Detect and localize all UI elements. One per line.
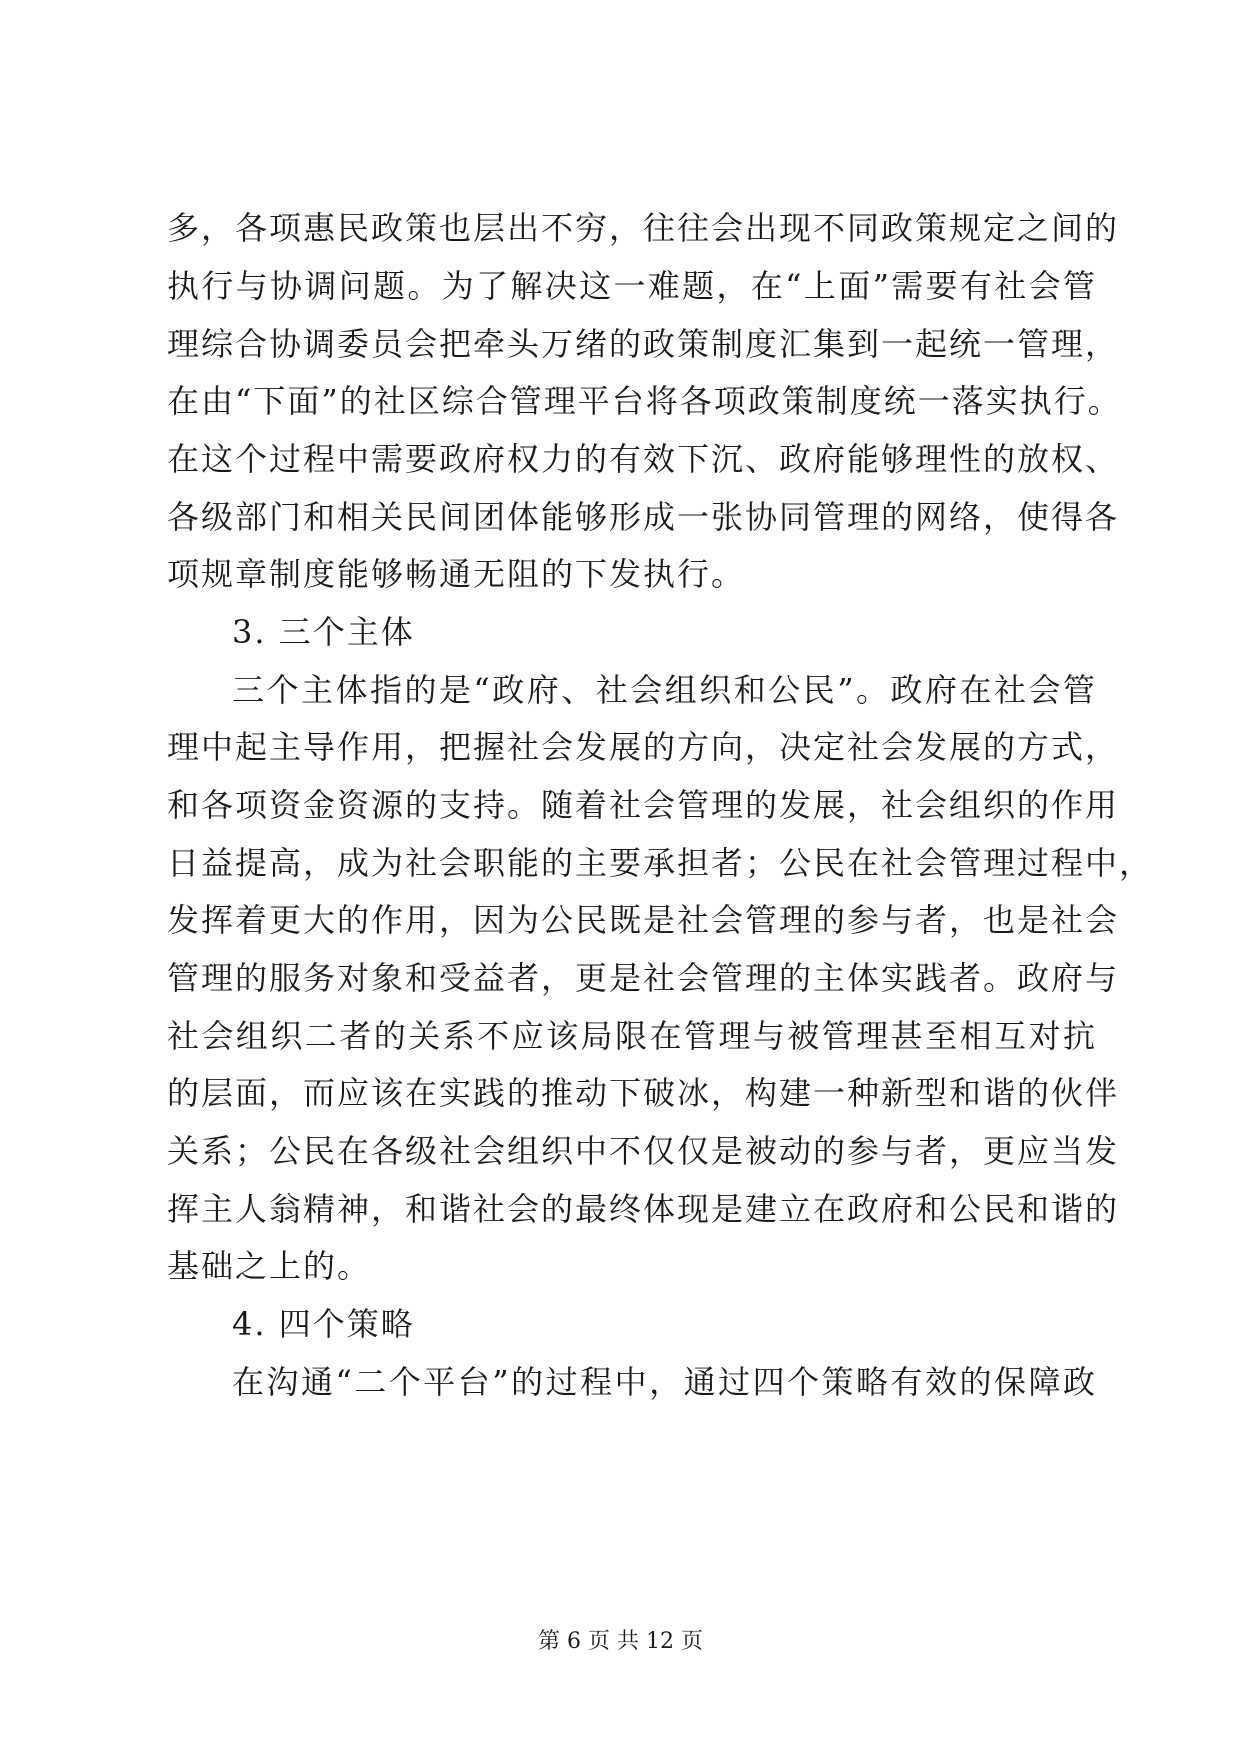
body-text-line: 理综合协调委员会把牵头万绪的政策制度汇集到一起统一管理， xyxy=(167,325,1120,363)
body-text-line: 在由“下面”的社区综合管理平台将各项政策制度统一落实执行。 xyxy=(167,382,1122,420)
body-text-line: 理中起主导作用，把握社会发展的方向，决定社会发展的方式， xyxy=(167,728,1120,766)
body-text-line: 各级部门和相关民间团体能够形成一张协同管理的网络，使得各 xyxy=(167,498,1120,536)
body-text-line: 三个主体指的是“政府、社会组织和公民”。政府在社会管 xyxy=(232,671,1097,709)
page-number-footer: 第 6 页 共 12 页 xyxy=(538,1629,703,1654)
body-text-line: 社会组织二者的关系不应该局限在管理与被管理甚至相互对抗 xyxy=(167,1017,1097,1055)
body-text-line: 管理的服务对象和受益者，更是社会管理的主体实践者。政府与 xyxy=(167,959,1120,997)
body-text-line: 挥主人翁精神，和谐社会的最终体现是建立在政府和公民和谐的 xyxy=(167,1190,1120,1228)
body-text-line: 项规章制度能够畅通无阻的下发执行。 xyxy=(167,555,746,593)
body-text-line: 基础之上的。 xyxy=(167,1247,372,1285)
body-text-line: 和各项资金资源的支持。随着社会管理的发展，社会组织的作用 xyxy=(167,786,1120,824)
body-text-line: 的层面，而应该在实践的推动下破冰，构建一种新型和谐的伙伴 xyxy=(167,1074,1120,1112)
body-text-line: 在沟通“二个平台”的过程中，通过四个策略有效的保障政 xyxy=(232,1363,1097,1401)
body-text-line: 执行与协调问题。为了解决这一难题，在“上面”需要有社会管 xyxy=(167,267,1097,305)
body-text-line: 在这个过程中需要政府权力的有效下沉、政府能够理性的放权、 xyxy=(167,440,1120,478)
body-text-line: 多，各项惠民政策也层出不穷，往往会出现不同政策规定之间的 xyxy=(167,209,1120,247)
section-heading: 4. 四个策略 xyxy=(232,1305,415,1343)
body-text-line: 关系；公民在各级社会组织中不仅仅是被动的参与者，更应当发 xyxy=(167,1132,1120,1170)
body-text-line: 日益提高，成为社会职能的主要承担者；公民在社会管理过程中， xyxy=(167,844,1154,882)
section-heading: 3. 三个主体 xyxy=(232,613,415,651)
body-text-line: 发挥着更大的作用，因为公民既是社会管理的参与者，也是社会 xyxy=(167,901,1120,939)
